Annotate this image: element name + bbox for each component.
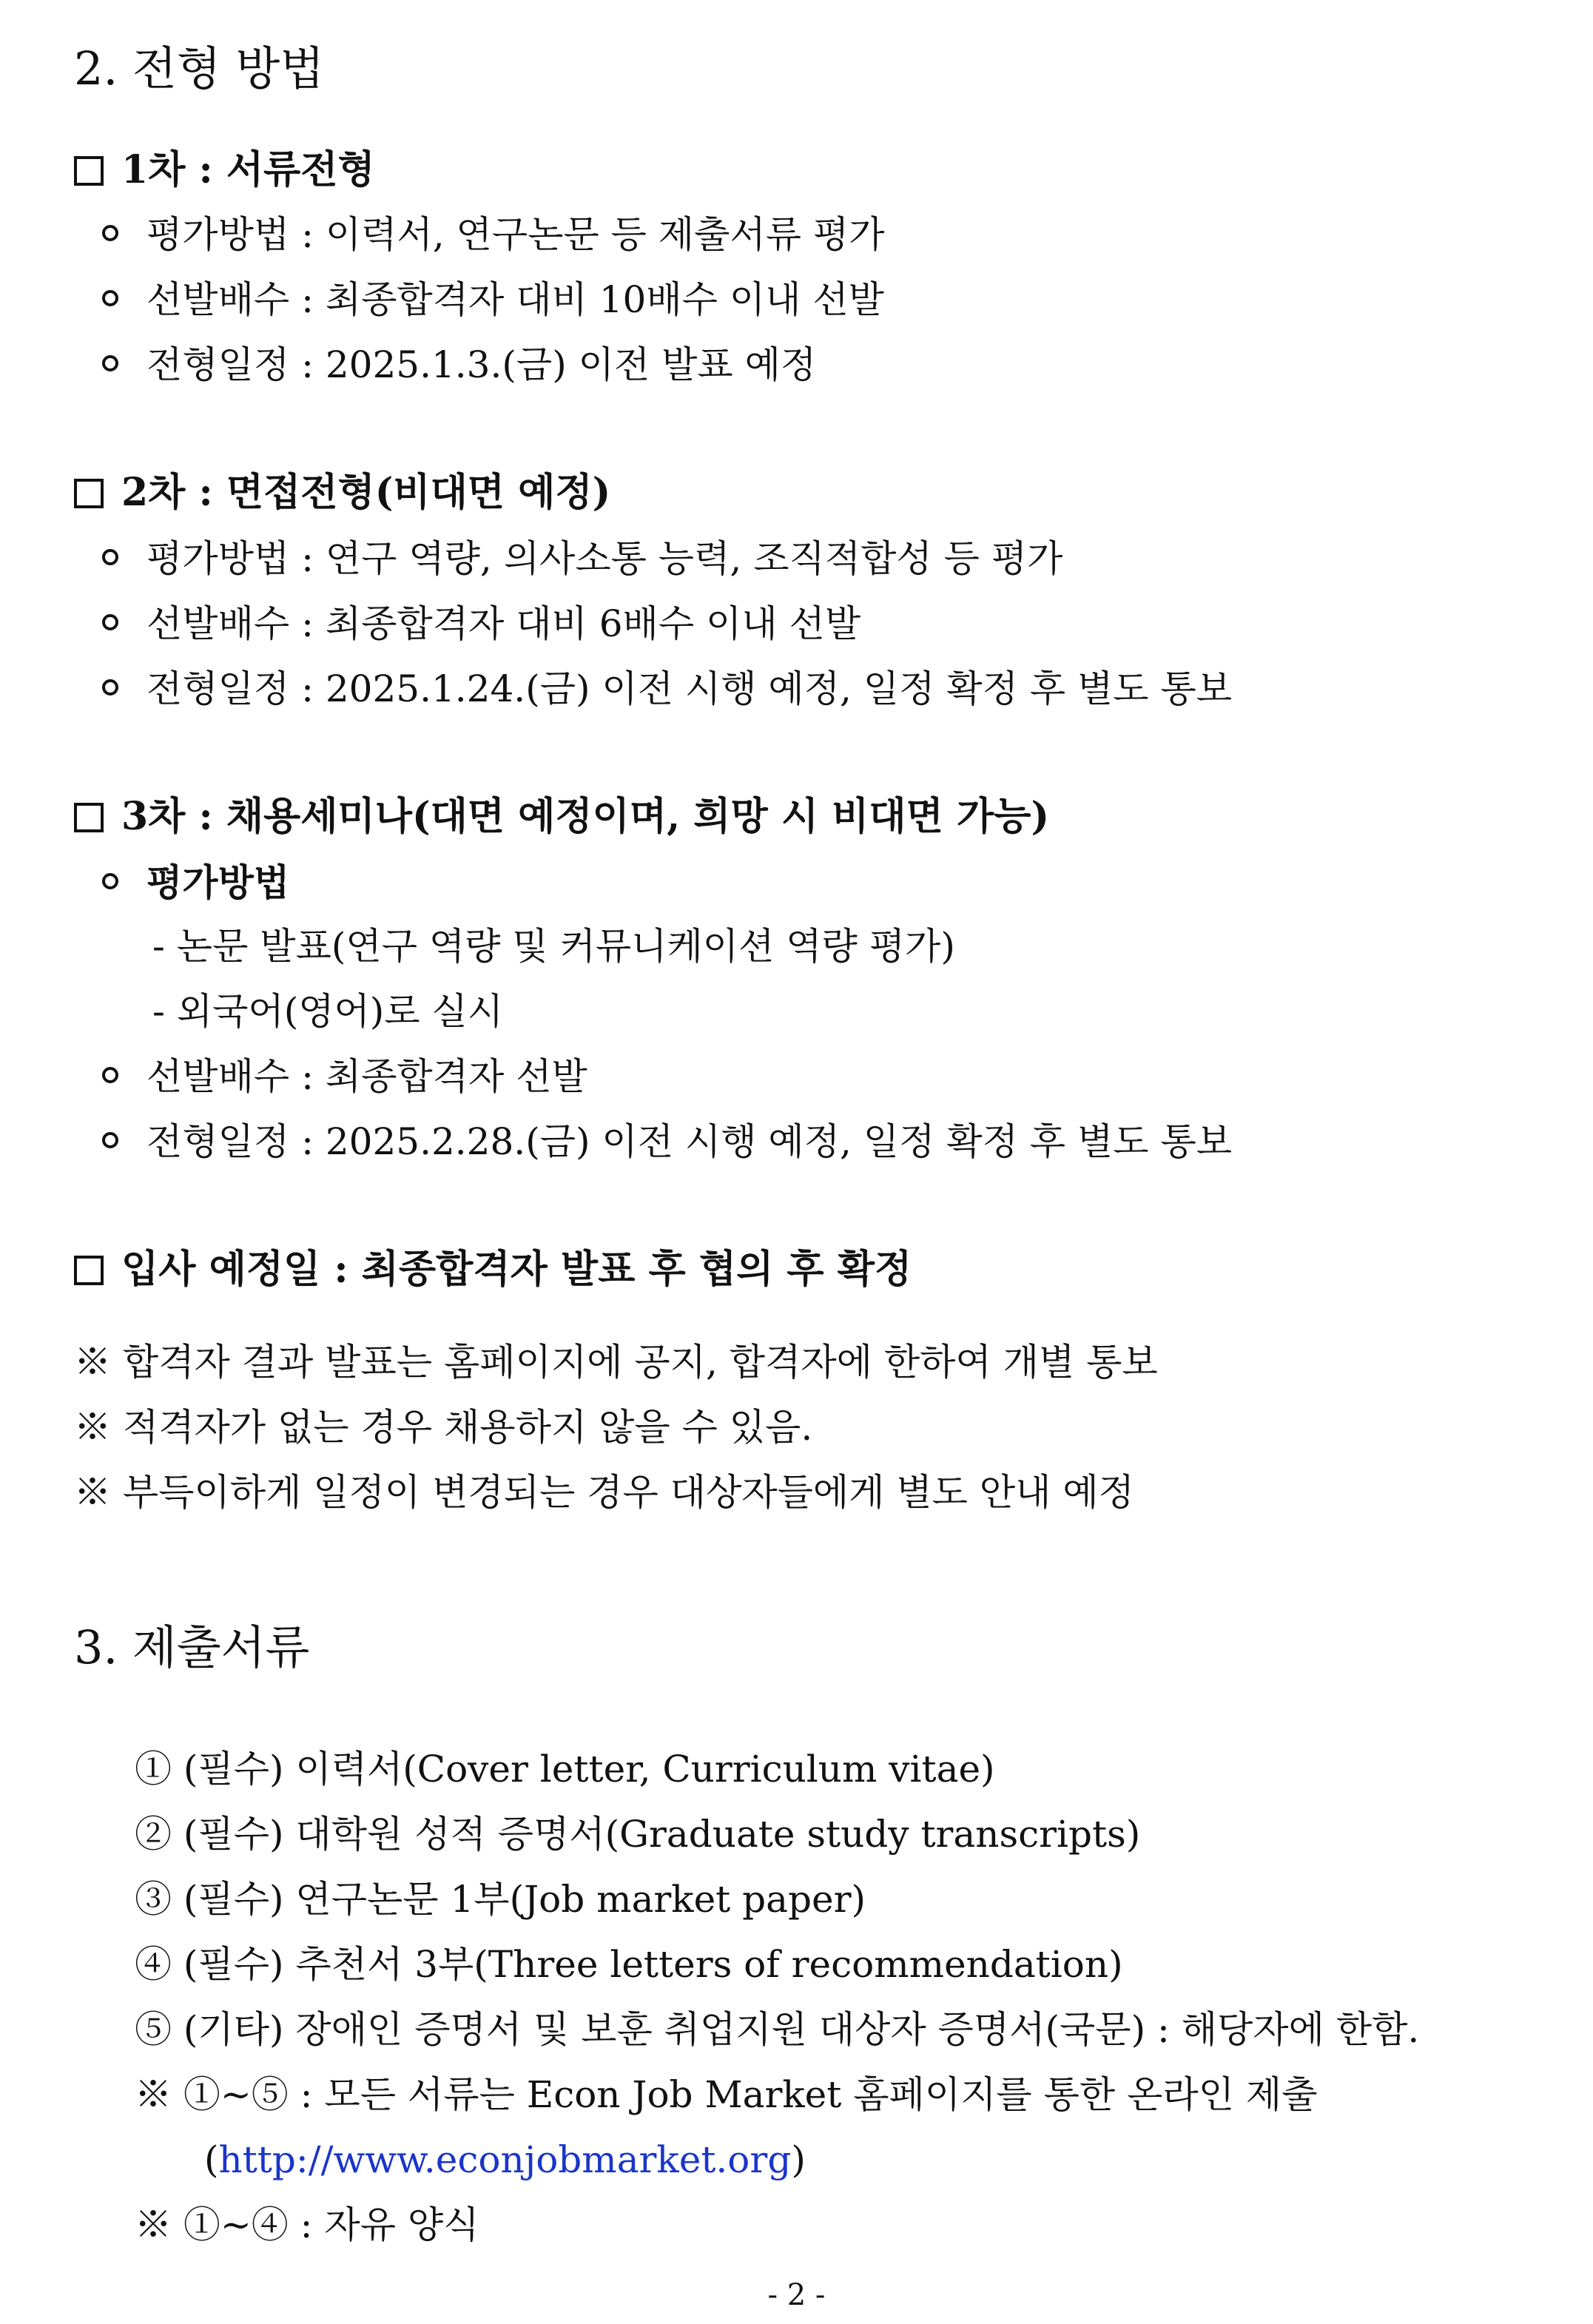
bullet-circle-icon (102, 873, 118, 889)
bullet-circle-icon (102, 355, 118, 371)
page-number: - 2 - (767, 2278, 826, 2312)
note-line: ※ 부득이하게 일정이 변경되는 경우 대상자들에게 별도 안내 예정 (74, 1471, 1134, 1514)
stage-2-item (102, 667, 1233, 710)
bullet-circle-icon (102, 290, 118, 306)
bullet-circle-icon (102, 225, 118, 241)
checkbox-square-icon (74, 479, 104, 508)
stage-3-heading-text: 3차 : 채용세미나(대면 예정이며, 희망 시 비대면 가능) (121, 794, 1050, 839)
stage-2-item-text: 전형일정 : 2025.1.24.(금) 이전 시행 예정, 일정 확정 후 별도 통보 (146, 667, 1233, 710)
stage-1-item (102, 213, 885, 256)
stage-2-item (102, 602, 861, 645)
stage-3-method-label-text: 평가방법 (146, 860, 290, 904)
stage-3-item (102, 1120, 1233, 1163)
note-line: ※ 합격자 결과 발표는 홈페이지에 공지, 합격자에 한하여 개별 통보 (74, 1341, 1158, 1384)
checkbox-square-icon (74, 1256, 104, 1285)
stage-3-item-text: 선발배수 : 최종합격자 선발 (146, 1055, 587, 1098)
stage-2-item-text: 선발배수 : 최종합격자 대비 6배수 이내 선발 (146, 602, 861, 645)
stage-3-heading (74, 794, 1050, 839)
stage-1-heading-text: 1차 : 서류전형 (121, 147, 375, 192)
submission-link-line (204, 2138, 806, 2181)
stage-3-item (102, 1055, 587, 1098)
document-item: ③ (필수) 연구논문 1부(Job market paper) (135, 1878, 866, 1921)
stage-3-item-text: 전형일정 : 2025.2.28.(금) 이전 시행 예정, 일정 확정 후 별도 통보 (146, 1120, 1233, 1163)
document-item: ⑤ (기타) 장애인 증명서 및 보훈 취업지원 대상자 증명서(국문) : 해당자에 한함. (135, 2008, 1420, 2051)
stage-2-item-text: 평가방법 : 연구 역량, 의사소통 능력, 조직적합성 등 평가 (146, 537, 1063, 580)
format-note: ※ ①~④ : 자유 양식 (135, 2203, 479, 2246)
link-open-paren: ( (204, 2138, 219, 2181)
checkbox-square-icon (74, 803, 104, 832)
link-close-paren: ) (791, 2138, 806, 2181)
stage-1-item-text: 선발배수 : 최종합격자 대비 10배수 이내 선발 (146, 278, 884, 321)
stage-2-heading (74, 470, 611, 515)
entry-date-heading-text: 입사 예정일 : 최종합격자 발표 후 협의 후 확정 (121, 1247, 912, 1292)
stage-1-item-text: 전형일정 : 2025.1.3.(금) 이전 발표 예정 (146, 343, 817, 386)
bullet-circle-icon (102, 549, 118, 565)
stage-1-item (102, 278, 884, 321)
submission-note: ※ ①~⑤ : 모든 서류는 Econ Job Market 홈페이지를 통한 온라인 제출 (135, 2073, 1318, 2116)
stage-2-item (102, 537, 1063, 580)
bullet-circle-icon (102, 1132, 118, 1148)
bullet-circle-icon (102, 614, 118, 630)
document-item: ① (필수) 이력서(Cover letter, Curriculum vitae) (135, 1748, 995, 1791)
bullet-circle-icon (102, 1067, 118, 1083)
stage-1-heading (74, 147, 375, 192)
bullet-circle-icon (102, 679, 118, 695)
econjobmarket-link[interactable]: http://www.econjobmarket.org (218, 2138, 792, 2181)
document-item: ④ (필수) 추천서 3부(Three letters of recommendation) (135, 1943, 1123, 1986)
section-3-title: 3. 제출서류 (74, 1620, 310, 1674)
stage-3-method-label (102, 860, 290, 904)
stage-3-method-detail: - 외국어(영어)로 실시 (152, 990, 504, 1033)
entry-date-heading (74, 1247, 912, 1292)
stage-1-item-text: 평가방법 : 이력서, 연구논문 등 제출서류 평가 (146, 213, 885, 256)
note-line: ※ 적격자가 없는 경우 채용하지 않을 수 있음. (74, 1406, 813, 1449)
stage-1-item (102, 343, 817, 386)
section-2-title: 2. 전형 방법 (74, 41, 325, 95)
stage-3-method-detail: - 논문 발표(연구 역량 및 커뮤니케이션 역량 평가) (152, 925, 955, 968)
checkbox-square-icon (74, 156, 104, 186)
stage-2-heading-text: 2차 : 면접전형(비대면 예정) (121, 470, 611, 515)
document-item: ② (필수) 대학원 성적 증명서(Graduate study transcripts) (135, 1813, 1141, 1856)
